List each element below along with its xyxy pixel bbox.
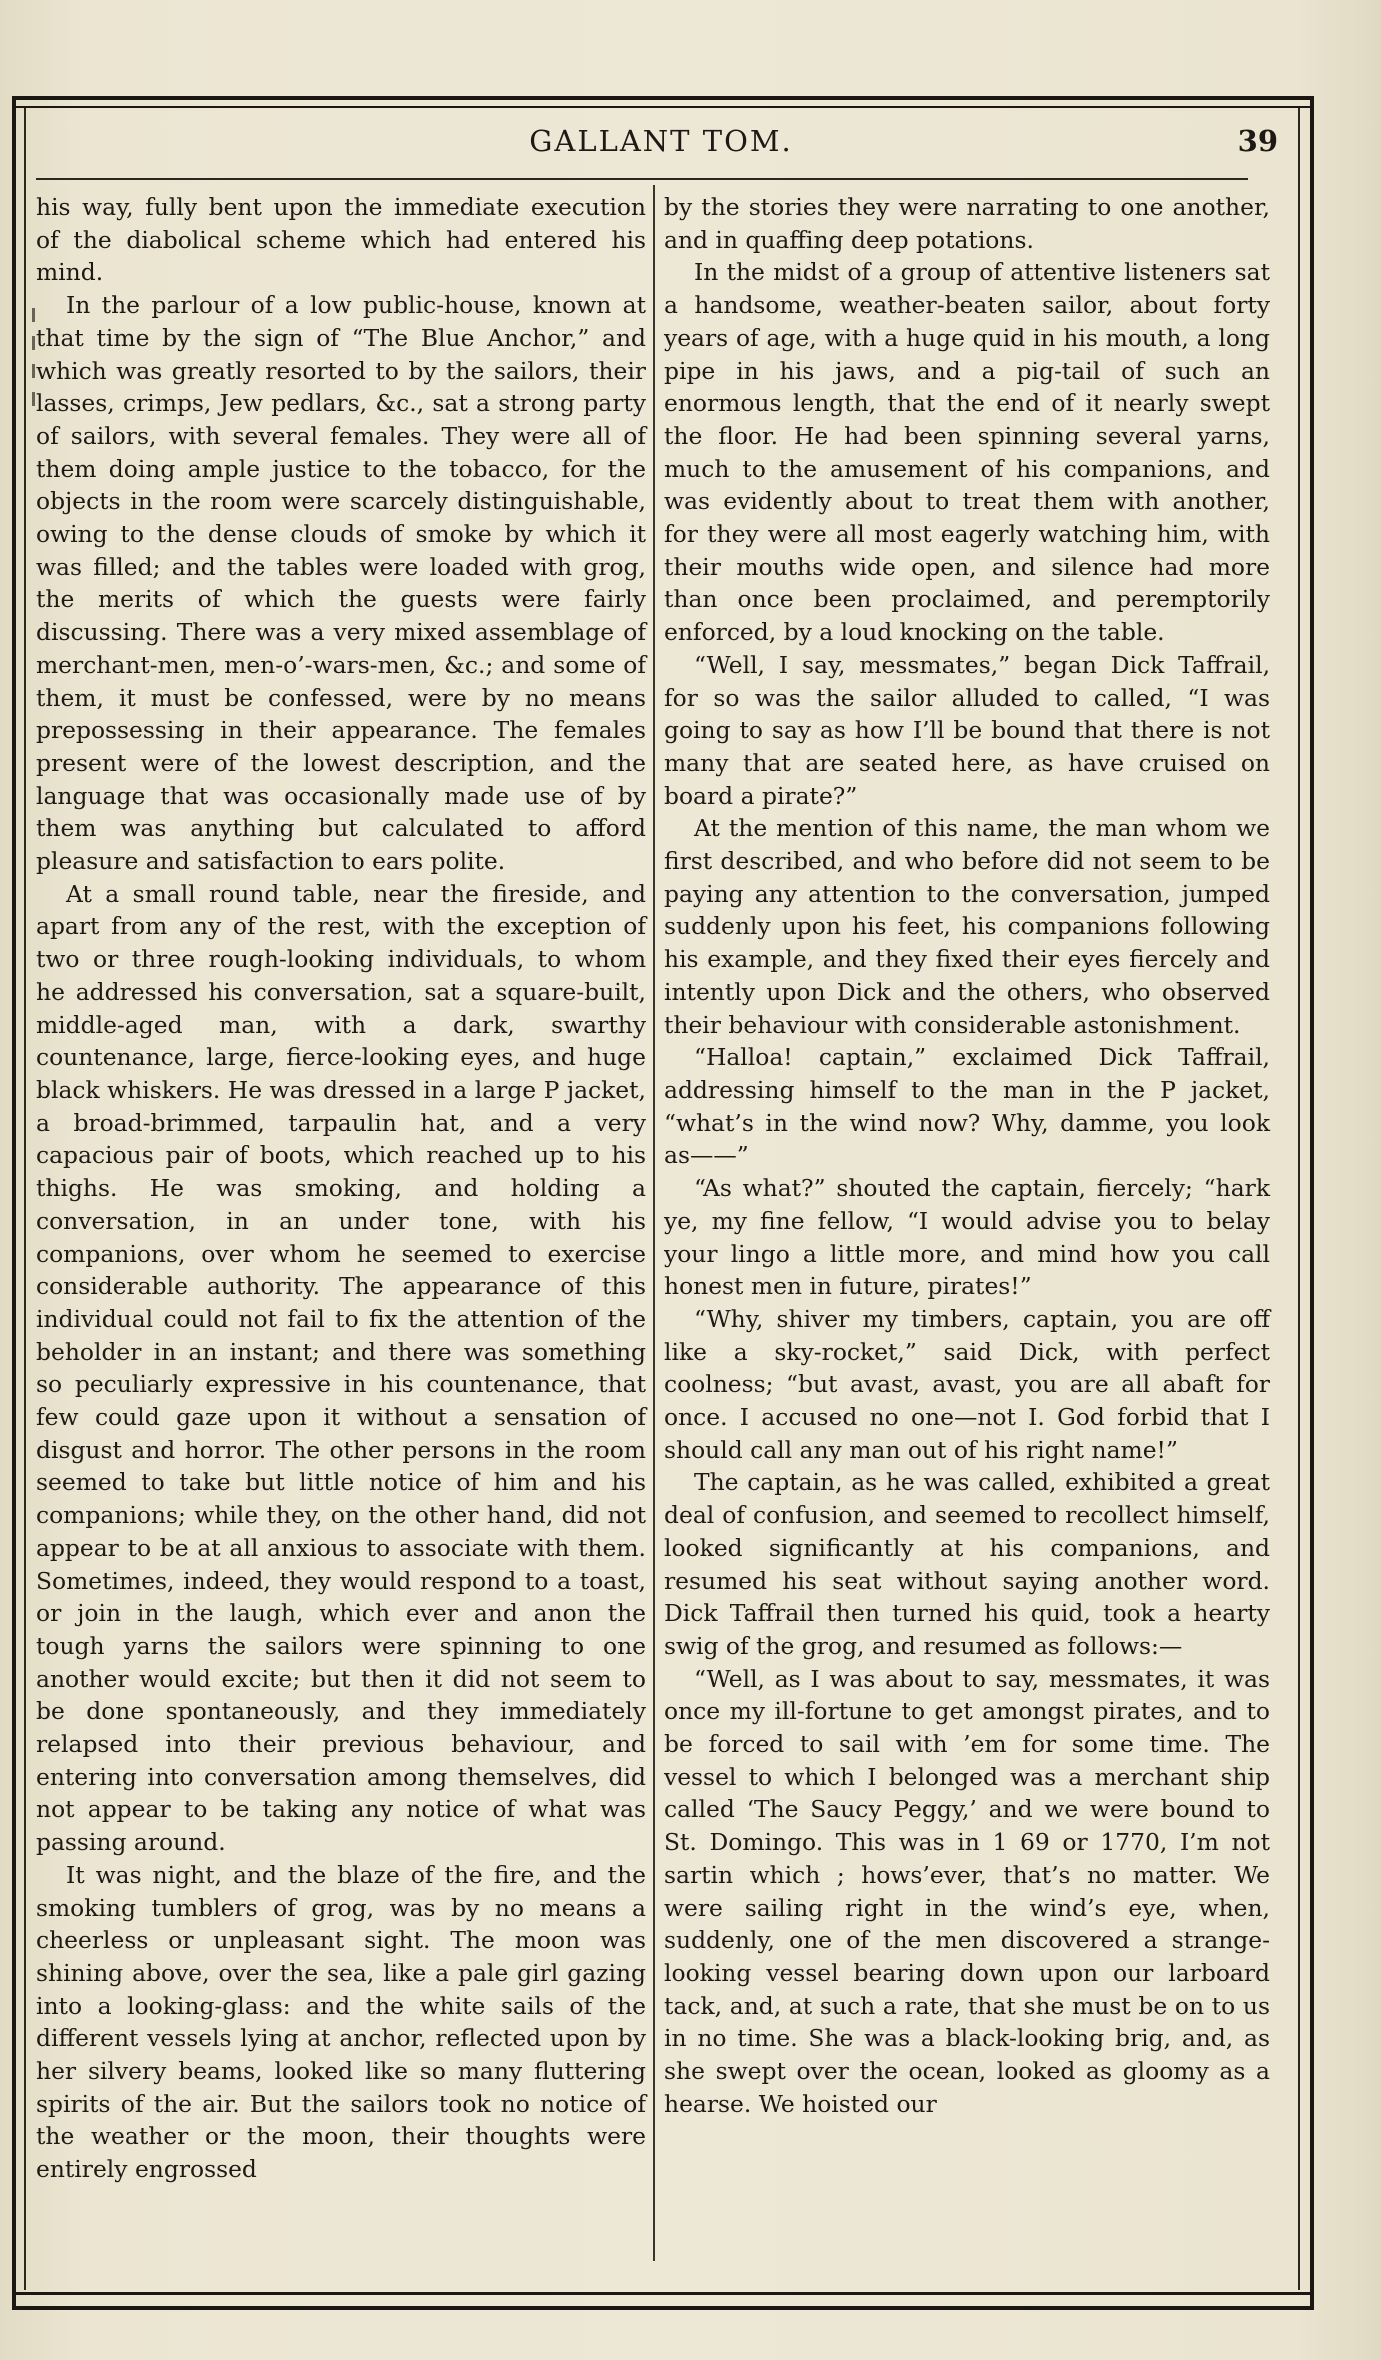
- paragraph: “Well, I say, messmates,” began Dick Taffrail, for so was the sailor alluded to called, “I was going to say as how I’ll be bound that there is not many that are seated here, as have cruised on board a pirate?”: [664, 650, 1270, 810]
- paragraph: The captain, as he was called, exhibited a great deal of confusion, and seemed to recollect himself, looked significantly at his companions, and resumed his seat without saying another word. Dick Taffrail then turned his quid, took a hearty swig of the grog, and resumed as follows:—: [664, 1468, 1270, 1660]
- page-number: 39: [1237, 124, 1278, 158]
- paragraph: At the mention of this name, the man whom we first described, and who before did not seem to be paying any attention to the conversation, jumped suddenly upon his feet, his companions following his example, and they fixed their eyes fiercely and intently upon Dick and the others, who observed their behaviour with considerable astonishment.: [664, 814, 1270, 1039]
- paragraph: “Well, as I was about to say, messmates, it was once my ill-fortune to get amongst pirates, and to be forced to sail with ’em for some time. The vessel to which I belonged was a merchant ship called ‘The Saucy Peggy,’ and we were bound to St. Domingo. This was in 1 69 or 1770, I’m not sartin which ; hows’ever, that’s no matter. We were sailing right in the wind’s eye, when, suddenly, one of the men discovered a strange-looking vessel bearing down upon our larboard tack, and, at such a rate, that she must be on to us in no time. She was a black-looking brig, and, as she swept over the ocean, looked as gloomy as a hearse. We hoisted our: [664, 1664, 1270, 2118]
- paragraph: “As what?” shouted the captain, fiercely; “hark ye, my fine fellow, “I would advise you to belay your lingo a little more, and mind how you call honest men in future, pirates!”: [664, 1174, 1270, 1301]
- paragraph: “Why, shiver my timbers, captain, you are off like a sky-rocket,” said Dick, with perfect coolness; “but avast, avast, you are all abaft for once. I accused no one—not I. God forbid that I should call any man out of his right name!”: [664, 1304, 1270, 1464]
- bottom-rule: [12, 2292, 1314, 2295]
- column-divider: [653, 185, 655, 2261]
- left-column: [36, 191, 646, 2186]
- running-title: GALLANT TOM.: [529, 124, 793, 158]
- paragraph: by the stories they were narrating to one another, and in quaffing deep potations.: [664, 193, 1270, 254]
- paragraph: It was night, and the blaze of the fire, and the smoking tumblers of grog, was by no means a cheerless or unpleasant sight. The moon was shining above, over the sea, like a pale girl gazing into a looking-glass: and the white sails of the different vessels lying at anchor, reflected upon by her silvery beams, looked like so many fluttering spirits of the air. But the sailors took no notice of the weather or the moon, their thoughts were entirely engrossed: [36, 1860, 646, 2184]
- right-column: [664, 191, 1270, 2120]
- paragraph: At a small round table, near the fireside, and apart from any of the rest, with the exception of two or three rough-looking individuals, to whom he addressed his conversation, sat a square-built, middle-aged man, with a dark, swarthy countenance, large, fierce-looking eyes, and huge black whiskers. He was dressed in a large P jacket, a broad-brimmed, tarpaulin hat, and a very capacious pair of boots, which reached up to his thighs. He was smoking, and holding a conversation, in an under tone, with his companions, over whom he seemed to exercise considerable authority. The appearance of this individual could not fail to fix the attention of the beholder in an instant; and there was something so peculiarly expressive in his countenance, that few could gaze upon it without a sensation of disgust and horror. The other persons in the room seemed to take but little notice of him and his companions; while they, on the other hand, did not appear to be at all anxious to associate with them. Sometimes, indeed, they would respond to a toast, or join in the laugh, which ever and anon the tough yarns the sailors were spinning to one another would excite; but then it did not seem to be done spontaneously, and they immediately relapsed into their previous behaviour, and entering into conversation among themselves, did not appear to be taking any notice of what was passing around.: [36, 879, 646, 1857]
- header-rule: [36, 178, 1248, 180]
- paragraph: his way, fully bent upon the immediate execution of the diabolical scheme which had entered his mind.: [36, 193, 646, 287]
- paragraph: In the midst of a group of attentive listeners sat a handsome, weather-beaten sailor, about forty years of age, with a huge quid in his mouth, a long pipe in his jaws, and a pig-tail of such an enormous length, that the end of it nearly swept the floor. He had been spinning several yarns, much to the amusement of his companions, and was evidently about to treat them with another, for they were all most eagerly watching him, with their mouths wide open, and silence had more than once been proclaimed, and peremptorily enforced, by a loud knocking on the table.: [664, 258, 1270, 647]
- paragraph: In the parlour of a low public-house, known at that time by the sign of “The Blue Anchor,” and which was greatly resorted to by the sailors, their lasses, crimps, Jew pedlars, &c., sat a strong party of sailors, with several females. They were all of them doing ample justice to the tobacco, for the objects in the room were scarcely distinguishable, owing to the dense clouds of smoke by which it was filled; and the tables were loaded with grog, the merits of which the guests were fairly discussing. There was a very mixed assemblage of merchant-men, men-o’-wars-men, &c.; and some of them, it must be confessed, were by no means prepossessing in their appearance. The females present were of the lowest description, and the language that was occasionally made use of by them was anything but calculated to afford pleasure and satisfaction to ears polite.: [36, 291, 646, 876]
- running-header: [36, 118, 1286, 168]
- paragraph: “Halloa! captain,” exclaimed Dick Taffrail, addressing himself to the man in the P jacket, “what’s in the wind now? Why, damme, you look as——”: [664, 1043, 1270, 1170]
